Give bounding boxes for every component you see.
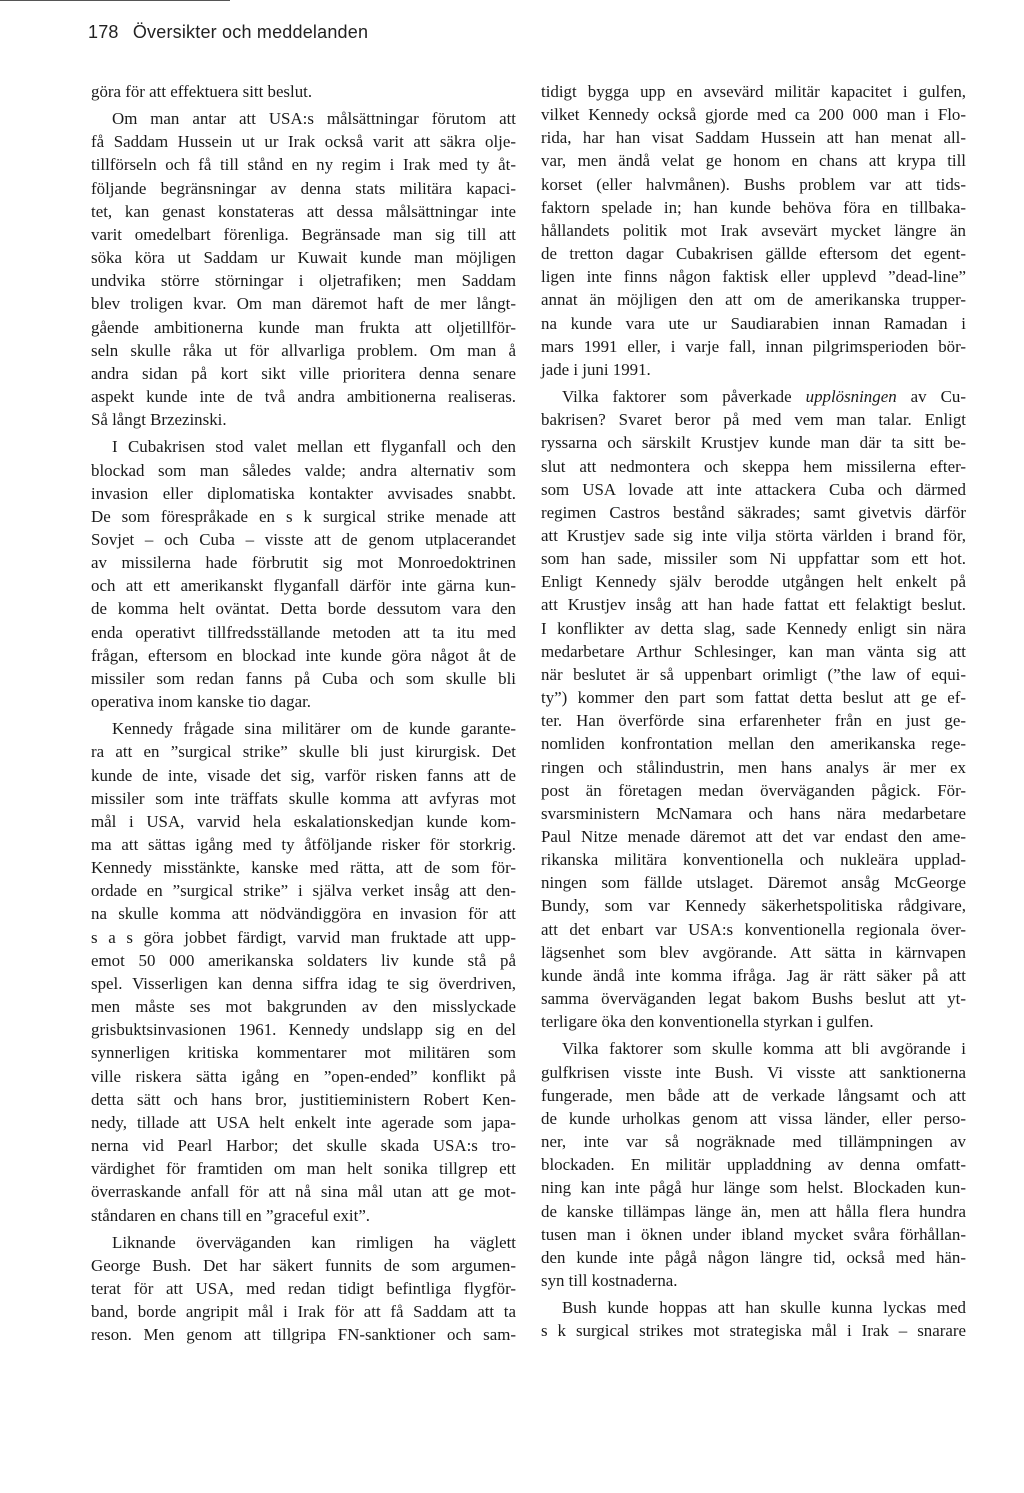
text-line: annat än möjligen den att om de amerikanska trupper- <box>541 290 966 310</box>
text-line: spel. Visserligen kan denna siffra idag te sig överdriven, <box>91 973 516 993</box>
text-line: kunde ändå inte komma ifråga. Jag är rätt säker på att <box>541 965 966 985</box>
text-line: na kunde vara ute ur Saudiarabien innan Ramadan i <box>541 313 966 333</box>
text-line: fungerade, men både att de verkade långsamt och att <box>541 1085 966 1105</box>
text-line: svarsministern McNamara och hans nära medarbetare <box>541 803 966 823</box>
text-line: att Krustjev sade sig inte vilja störta världen i brand för, <box>541 525 966 545</box>
text-line: I Cubakrisen stod valet mellan ett flyganfall och den <box>112 437 516 457</box>
text-line: nerna vid Pearl Harbor; det skulle skada USA:s tro- <box>91 1136 516 1156</box>
text-line: ning kan inte pågå hur länge som helst. Blockaden kun- <box>541 1178 966 1198</box>
text-line: detta sätt och hans bror, justitieministern Robert Ken- <box>91 1089 516 1109</box>
text-line: frågan, eftersom en blockad inte kunde göra något åt de <box>91 645 516 665</box>
text-line: faktorn spelade in; han kunde behöva föra en tillbaka- <box>541 197 966 217</box>
text-line: ville riskera sätta igång en ”open-ended” konflikt på <box>91 1066 516 1086</box>
text-line: vilket Kennedy också gjorde med ca 200 000 man i Flo- <box>541 105 966 125</box>
text-line: ningen som fällde utslaget. Däremot ansåg McGeorge <box>541 873 966 893</box>
text-line: medarbetare Arthur Schlesinger, kan man vänta sig att <box>541 641 966 661</box>
text-line: synnerligen kritiska kommentarer mot militären som <box>91 1043 516 1063</box>
text-line: terat för att USA, med redan tidigt befintliga flygför- <box>91 1278 516 1298</box>
text-line: korset (eller halvmånen). Bushs problem var att tids- <box>541 174 966 194</box>
paragraph <box>91 80 516 103</box>
text-line: värdighet för framtiden om man helt sonika tillgrep ett <box>91 1159 516 1179</box>
text-line: söka köra ut Saddam ur Kuwait kunde man möjligen <box>91 248 516 268</box>
text-line: lägsenhet som blev avgörande. Att sätta in kärnvapen <box>541 942 966 962</box>
paragraph <box>541 80 966 381</box>
text-line: kunde de inte, visade det sig, varför risken fanns att de <box>91 765 516 785</box>
paragraph <box>541 1037 966 1292</box>
text-line: ter. Han överförde sina erfarenheter från en just ge- <box>541 711 966 731</box>
text-line: band, borde angripit mål i Irak för att få Saddam att ta <box>91 1302 516 1322</box>
text-line: emot 50 000 amerikanska soldaters liv kunde stå på <box>91 950 516 970</box>
running-title: Översikter och meddelanden <box>132 22 369 42</box>
text-line: missiler som inte träffats skulle komma att avfyras mot <box>91 788 516 808</box>
text-line: varit omedelbart förenliga. Begränsade man sig till att <box>91 224 516 244</box>
text-line: få Saddam Hussein ut ur Irak också varit att säkra olje- <box>91 132 516 152</box>
text-line: ligen inte finns någon faktisk eller upplevd ”dead-line” <box>541 267 966 287</box>
text-line: gående ambitionerna kunde man frukta att oljetillför- <box>91 317 516 337</box>
text-line: bakrisen? Svaret beror på med vem man talar. Enligt <box>541 410 966 430</box>
running-header <box>88 22 368 43</box>
text-line: enda operativt tillfredsställande metoden att ta itu med <box>91 622 516 642</box>
top-rule <box>0 0 230 1</box>
paragraph <box>91 107 516 431</box>
text-line: de komma helt oväntat. Detta borde dessutom vara den <box>91 599 516 619</box>
text-line: tillförseln och få till stånd en ny regim i Irak med ty åt- <box>91 155 516 175</box>
text-line: blockad som man således valde; andra alternativ som <box>91 460 516 480</box>
text-line: s a s göra jobbet färdigt, varvid man fruktade att upp- <box>91 927 516 947</box>
text-line: nomliden konfrontation mellan den amerikanska rege- <box>541 734 966 754</box>
text-line: Så långt Brzezinski. <box>91 410 227 430</box>
text-line: reson. Men genom att tillgripa FN-sanktioner och sam- <box>91 1325 516 1345</box>
text-line: Kennedy frågade sina militärer om de kunde garante- <box>112 719 516 739</box>
text-line: ryssarna och särskilt Krustjev kunde man där ta sitt be- <box>541 433 966 453</box>
paragraph <box>91 717 516 1226</box>
text-line: Om man antar att USA:s målsättningar förutom att <box>112 109 516 129</box>
text-line: jade i juni 1991. <box>541 359 651 379</box>
text-line: andra sidan på kort sikt ville prioritera denna senare <box>91 363 516 383</box>
page-number: 178 <box>88 22 119 42</box>
text-line: nedy, tillade att USA helt enkelt inte agerade som japa- <box>91 1112 516 1132</box>
text-line: gulfkrisen visste inte Bush. Vi visste att sanktionerna <box>541 1062 966 1082</box>
text-line: Bundy, som var Kennedy säkerhetspolitiska rådgivare, <box>541 896 966 916</box>
text-line: samma överväganden legat bakom Bushs beslut att yt- <box>541 989 966 1009</box>
text-line: rida, har han visat Saddam Hussein att han menat all- <box>541 128 966 148</box>
text-line: rikanska militära konventionella och nukleära upplad- <box>541 850 966 870</box>
text-line: regimen Castros bestånd säkrades; samt givetvis därför <box>541 502 966 522</box>
text-line: grisbuktsinvasionen 1961. Kennedy undslapp sig en del <box>91 1020 516 1040</box>
text-line: operativa inom kanske tio dagar. <box>91 692 311 712</box>
text-line: att det enbart var USA:s konventionella regionala över- <box>541 919 966 939</box>
text-line: följande begränsningar av denna stats militära kapaci- <box>91 178 516 198</box>
paragraph <box>91 435 516 713</box>
text-line: göra för att effektuera sitt beslut. <box>91 82 313 101</box>
text-line: terligare öka den konventionella styrkan i gulfen. <box>541 1012 874 1032</box>
text-line: Enligt Kennedy själv berodde utgången helt enkelt på <box>541 572 966 592</box>
text-line: ringen och stålindustrin, men hans analys är mer ex <box>541 757 966 777</box>
text-line: missiler som redan fanns på Cuba och som skulle bli <box>91 668 516 688</box>
text-line: när beslutet är så uppenbart orimligt (”the law of equi- <box>541 664 966 684</box>
text-line: s k surgical strikes mot strategiska mål i Irak – snarare <box>541 1321 966 1341</box>
text-line: post än företagen medan överväganden pågick. För- <box>541 780 966 800</box>
text-line: blev troligen kvar. Om man däremot haft de mer långt- <box>91 294 516 314</box>
text-line: I konflikter av detta slag, sade Kennedy enligt sin nära <box>541 618 966 638</box>
text-line: att Krustjev insåg att han hade fattat ett felaktigt beslut. <box>541 595 966 615</box>
text-line: syn till kostnaderna. <box>541 1270 678 1290</box>
text-line: de tretton dagar Cubakrisen gällde eftersom det egent- <box>541 244 966 264</box>
text-line: ra att en ”surgical strike” skulle bli just kirurgisk. Det <box>91 742 516 762</box>
text-line: ordade en ”surgical strike” i själva verket insåg att den- <box>91 881 516 901</box>
text-line: Bush kunde hoppas att han skulle kunna lyckas med <box>562 1298 966 1318</box>
text-line: som han sade, missiler som Ni uppfattar som ett hot. <box>541 549 966 569</box>
text-line: Vilka faktorer som skulle komma att bli avgörande i <box>562 1039 966 1059</box>
text-line: överraskande anfall för att nå sina mål utan att ge mot- <box>91 1182 516 1202</box>
text-line: Vilka faktorer som påverkade upplösningen av Cu- <box>562 387 966 407</box>
left-column <box>91 80 516 1350</box>
text-line: ty”) kommer den part som fattat detta beslut att ge ef- <box>541 688 966 708</box>
text-line: seln skulle råka ut för allvarliga problem. Om man å <box>91 340 516 360</box>
text-line: tet, kan genast konstateras att dessa målsättningar inte <box>91 201 516 221</box>
text-line: slut att nedmontera och skeppa hem missilerna efter- <box>541 456 966 476</box>
text-line: De som förespråkade en s k surgical strike menade att <box>91 506 516 526</box>
text-line: blockaden. En militär uppladdning av denna omfatt- <box>541 1155 966 1175</box>
text-line: mål i USA, varvid hela eskalationskedjan kunde kom- <box>91 811 516 831</box>
text-line: den kunde inte pågå någon längre tid, också med hän- <box>541 1247 966 1267</box>
text-line: hållandets politik mot Irak avsevärt mycket längre än <box>541 220 966 240</box>
text-line: ma att sättas igång med ty åtföljande risker för storkrig. <box>91 835 516 854</box>
text-line: Liknande överväganden kan rimligen ha väglett <box>112 1232 516 1252</box>
text-line: av missilerna hade förbrutit sig mot Monroedoktrinen <box>91 553 516 573</box>
text-line: de kunde urholkas genom att vissa länder, eller perso- <box>541 1108 966 1128</box>
text-line: na skulle komma att nödvändiggöra en invasion för att <box>91 904 516 924</box>
text-line: ner, inte var så nogräknade med tillämpningen av <box>541 1132 966 1152</box>
text-line: mars 1991 eller, i varje fall, innan pilgrimsperioden bör- <box>541 336 966 356</box>
text-line: George Bush. Det har säkert funnits de som argumen- <box>91 1255 516 1275</box>
text-line: tusen man i öknen under ibland mycket svåra förhållan- <box>541 1224 966 1244</box>
paragraph <box>541 385 966 1033</box>
text-line: som USA lovade att inte attackera Cuba och därmed <box>541 479 966 499</box>
text-line: men måste ses mot bakgrunden av den misslyckade <box>91 997 516 1017</box>
right-column <box>541 80 966 1346</box>
paragraph <box>541 1296 966 1342</box>
text-line: Paul Nitze menade däremot att det var endast den ame- <box>541 827 966 846</box>
text-line: invasion eller diplomatiska kontakter avvisades snabbt. <box>91 483 516 503</box>
text-line: och att ett amerikanskt flyganfall därför inte gärna kun- <box>91 576 516 596</box>
text-line: Kennedy misstänkte, kanske med rätta, att de som för- <box>91 858 516 878</box>
text-line: ståndaren en chans till en ”graceful exit”. <box>91 1205 371 1225</box>
text-line: aspekt kunde inte de två andra ambitionerna realiseras. <box>91 387 516 407</box>
text-line: Sovjet – och Cuba – visste att de genom utplacerandet <box>91 529 516 549</box>
text-line: tidigt bygga upp en avsevärd militär kapacitet i gulfen, <box>541 82 966 101</box>
text-line: de kanske tillämpas länge än, men att hålla flera hundra <box>541 1201 966 1221</box>
text-line: var, men ändå velat ge honom en chans att krypa till <box>541 151 966 171</box>
paragraph <box>91 1231 516 1347</box>
text-line: undvika större störningar i oljetrafiken; men Saddam <box>91 271 516 291</box>
